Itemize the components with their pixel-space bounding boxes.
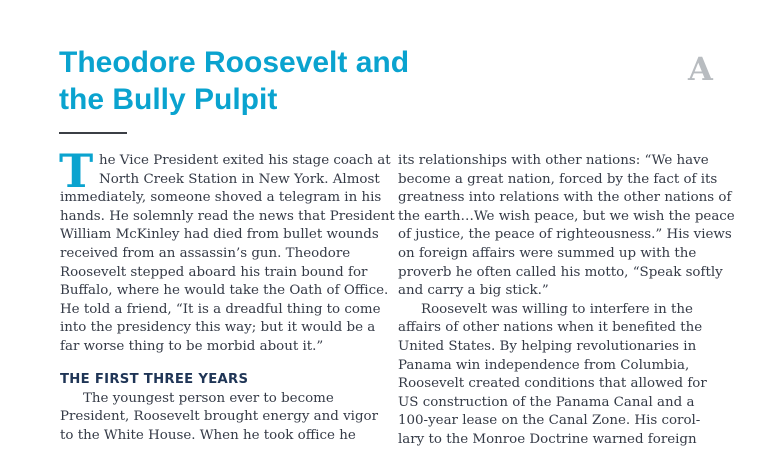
text-line: received from an assassin’s gun. Theodore (60, 245, 351, 261)
right-column (398, 152, 758, 450)
title-divider (59, 132, 127, 134)
text-line: proverb he often called his motto, “Speak softly (398, 264, 723, 280)
article-title (59, 44, 459, 118)
text-line: Buffalo, where he would take the Oath of Office. (60, 283, 389, 299)
text-line: and carry a big stick.” (398, 283, 549, 299)
text-line: Roosevelt stepped aboard his train bound for (60, 264, 368, 280)
text-line: he Vice President exited his stage coach at (99, 153, 391, 168)
section-paragraph (60, 390, 390, 446)
foreign-policy-paragraph (398, 152, 758, 301)
text-line: its relationships with other nations: “We have (398, 153, 709, 168)
text-line: William McKinley had died from bullet wounds (60, 227, 379, 243)
text-line: United States. By helping revolutionaries in (398, 338, 697, 354)
title-line-2: the Bully Pulpit (59, 83, 278, 116)
text-line: Panama win independence from Columbia, (398, 357, 690, 373)
text-line: affairs of other nations when it benefited the (398, 320, 703, 336)
text-line: become a great nation, forced by the fact of its (398, 171, 718, 187)
text-line: greatness into relations with the other nations of (398, 190, 732, 206)
text-line: far worse thing to be morbid about it.” (60, 338, 324, 354)
intro-paragraph (59, 144, 395, 357)
text-line: of justice, the peace of righteousness.” His views (398, 227, 732, 243)
text-line: immediately, someone shoved a telegram in his (60, 190, 382, 206)
text-line: into the presidency this way; but it would be a (60, 320, 376, 336)
text-line: lary to the Monroe Doctrine warned foreign (398, 431, 697, 447)
text-line: on foreign affairs were summed up with the (398, 245, 697, 261)
text-line: He told a friend, “It is a dreadful thing to come (60, 301, 381, 317)
text-line: to the White House. When he took office he (60, 427, 356, 443)
section-heading: THE FIRST THREE YEARS (60, 371, 249, 387)
panama-paragraph (398, 301, 758, 450)
left-column (59, 144, 395, 445)
text-line: 100-year lease on the Canal Zone. His corol- (398, 413, 701, 429)
section-letter-badge: A (688, 50, 713, 88)
text-line: The youngest person ever to become (83, 390, 334, 406)
title-line-1: Theodore Roosevelt and (59, 46, 410, 79)
text-line: North Creek Station in New York. Almost (99, 171, 380, 187)
drop-cap: T (59, 144, 94, 198)
text-line: President, Roosevelt brought energy and vigor (60, 409, 378, 425)
text-line: the earth…We wish peace, but we wish the peace (398, 208, 735, 224)
text-line: hands. He solemnly read the news that President (60, 208, 395, 224)
text-line: US construction of the Panama Canal and a (398, 394, 695, 410)
text-line: Roosevelt created conditions that allowed for (398, 376, 707, 392)
text-line: Roosevelt was willing to interfere in the (421, 301, 693, 317)
